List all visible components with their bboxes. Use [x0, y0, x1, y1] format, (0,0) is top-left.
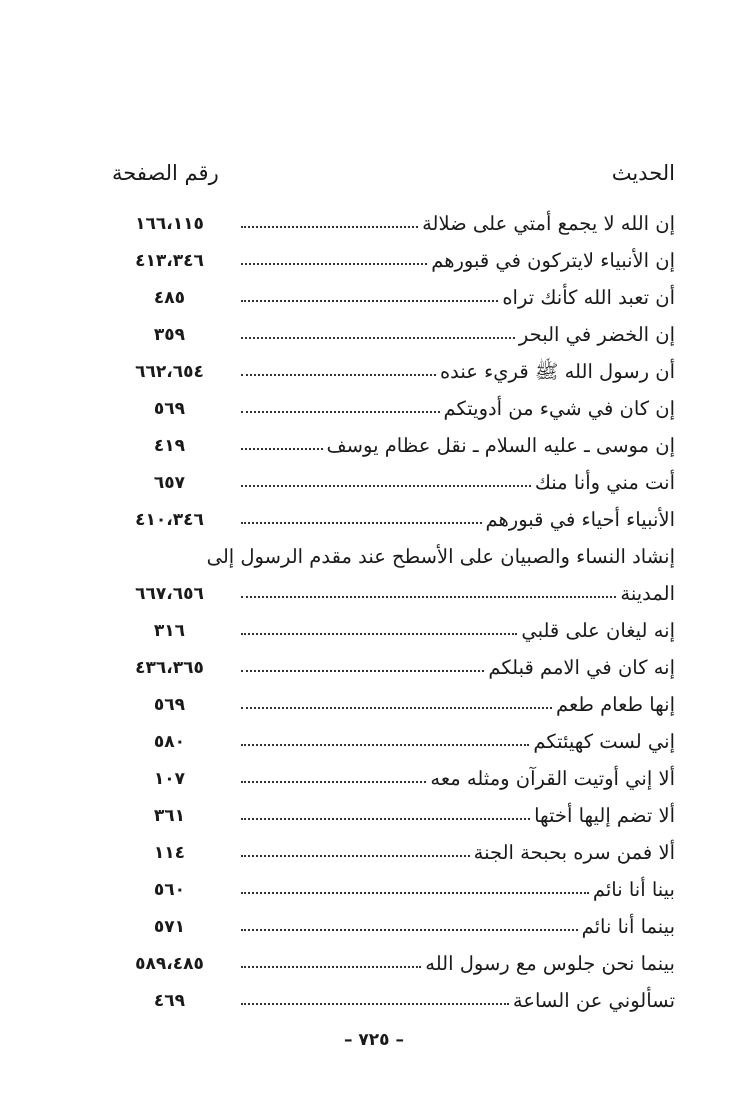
hadith-title: إن موسى ـ عليه السلام ـ نقل عظام يوسف — [326, 433, 675, 457]
index-entry — [112, 348, 675, 385]
index-entry — [112, 607, 675, 644]
index-header — [112, 156, 675, 190]
hadith-title: ألا تضم إليها أختها — [534, 803, 675, 827]
hadith-title: إنشاد النساء والصبيان على الأسطح عند مقدم الرسول إلى — [206, 544, 675, 568]
index-entry — [112, 977, 675, 1014]
page-references: ١٦٦،١١٥ — [135, 214, 204, 234]
hadith-title: ألا فمن سره بحبحة الجنة — [473, 840, 675, 864]
page-references: ٥٦٩ — [153, 399, 186, 419]
dot-leader — [241, 337, 515, 339]
dot-leader — [241, 411, 440, 413]
page-references: ٤١٠،٣٤٦ — [135, 510, 204, 530]
hadith-column-label: الحديث — [611, 161, 675, 185]
index-entry — [112, 829, 675, 866]
dot-leader — [241, 855, 470, 857]
index-entry — [112, 792, 675, 829]
index-entry — [112, 644, 675, 681]
index-entry — [112, 459, 675, 496]
page-references: ٤١٣،٣٤٦ — [135, 251, 204, 271]
hadith-title: إن الله لا يجمع أمتي على ضلالة — [422, 211, 675, 235]
page-references: ٣٥٩ — [153, 325, 186, 345]
hadith-title: إن الأنبياء لايتركون في قبورهم — [431, 248, 675, 272]
hadith-title: إنه كان في الامم قبلكم — [488, 655, 675, 679]
index-entry — [112, 237, 675, 274]
page-references: ٦٥٧ — [153, 473, 186, 493]
dot-leader — [241, 374, 436, 376]
hadith-title: بينما أنا نائم — [581, 914, 675, 938]
hadith-title: الأنبياء أحياء في قبورهم — [485, 507, 675, 531]
index-entry — [112, 681, 675, 718]
dot-leader — [241, 633, 517, 635]
index-entry — [112, 866, 675, 903]
dot-leader — [241, 670, 484, 672]
index-entry — [112, 311, 675, 348]
index-entry — [112, 200, 675, 237]
page-references: ٤٨٥ — [153, 288, 186, 308]
index-entry — [112, 903, 675, 940]
index-entry — [112, 533, 675, 570]
hadith-title: أن رسول الله ﷺ قريء عنده — [439, 359, 675, 383]
page-references: ٥٦٠ — [153, 880, 186, 900]
hadith-title: بينما نحن جلوس مع رسول الله — [425, 951, 675, 975]
hadith-title: المدينة — [620, 581, 675, 605]
page-references: ٥٨٠ — [153, 732, 186, 752]
page-references: ٥٨٩،٤٨٥ — [135, 954, 204, 974]
dot-leader — [241, 929, 578, 931]
page-references: ٦٦٧،٦٥٦ — [135, 584, 204, 604]
page-references: ٥٧١ — [153, 917, 186, 937]
page-references: ٤١٩ — [153, 436, 186, 456]
hadith-title: ألا إني أوتيت القرآن ومثله معه — [430, 766, 675, 790]
hadith-title: أنت مني وأنا منك — [534, 470, 675, 494]
index-entry — [112, 570, 675, 607]
page-references: ١٠٧ — [153, 769, 186, 789]
index-entry — [112, 718, 675, 755]
index-entry — [112, 422, 675, 459]
page-references: ٤٣٦،٣٦٥ — [135, 658, 204, 678]
page-references: ٦٦٢،٦٥٤ — [135, 362, 204, 382]
dot-leader — [241, 707, 552, 709]
index-entry — [112, 496, 675, 533]
page-number-column-label: رقم الصفحة — [112, 161, 219, 185]
page-references: ١١٤ — [153, 843, 186, 863]
index-entry — [112, 940, 675, 977]
dot-leader — [241, 485, 531, 487]
dot-leader — [241, 892, 589, 894]
hadith-title: تسألوني عن الساعة — [512, 988, 675, 1012]
dot-leader — [241, 744, 529, 746]
hadith-title: أن تعبد الله كأنك تراه — [502, 285, 675, 309]
dot-leader — [241, 596, 616, 598]
page-references: ٥٦٩ — [153, 695, 186, 715]
dot-leader — [241, 966, 421, 968]
dot-leader — [241, 818, 530, 820]
dot-leader — [241, 522, 482, 524]
index-entry — [112, 755, 675, 792]
dot-leader — [241, 781, 426, 783]
dot-leader — [241, 300, 498, 302]
hadith-title: إن كان في شيء من أدويتكم — [443, 396, 675, 420]
page-references: ٣١٦ — [153, 621, 186, 641]
page-references: ٤٦٩ — [153, 991, 186, 1011]
index-entry — [112, 385, 675, 422]
dot-leader — [241, 226, 418, 228]
hadith-title: بينا أنا نائم — [592, 877, 675, 901]
hadith-title: إن الخضر في البحر — [518, 322, 675, 346]
page-references: ٣٦١ — [153, 806, 186, 826]
dot-leader — [241, 1003, 509, 1005]
hadith-title: إنه ليغان على قلبي — [521, 618, 675, 642]
dot-leader — [241, 448, 323, 450]
hadith-index-list — [112, 200, 675, 1014]
hadith-title: إني لست كهيئتكم — [533, 729, 675, 753]
dot-leader — [241, 263, 427, 265]
hadith-title: إنها طعام طعم — [555, 692, 675, 716]
index-entry — [112, 274, 675, 311]
page-number: – ٧٢٥ – — [344, 1030, 404, 1050]
